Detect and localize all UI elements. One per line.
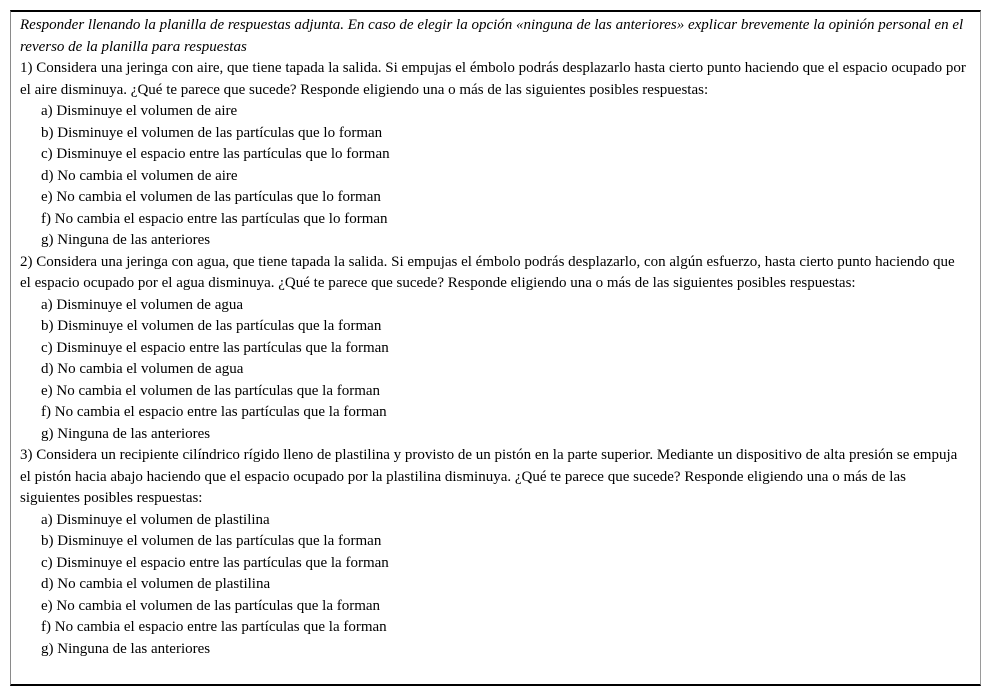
question-3 bbox=[20, 445, 968, 660]
question-1 bbox=[20, 58, 968, 252]
question-2-intro bbox=[20, 252, 968, 295]
question-2-options bbox=[20, 295, 968, 446]
question-2-option-c: c) Disminuye el espacio entre las partículas que la forman bbox=[41, 339, 389, 356]
question-2-option-e: e) No cambia el volumen de las partículas que la forman bbox=[41, 382, 381, 399]
question-1-text: Considera una jeringa con aire, que tiene tapada la salida. Si empujas el émbolo podrás desplazarlo hasta cierto punto haciendo que el espacio ocupado por el aire disminuya. ¿Qué te parece que sucede? Responde eligiendo una o más de las siguientes posibles respuestas: bbox=[20, 60, 966, 98]
question-1-option-d: d) No cambia el volumen de aire bbox=[41, 167, 238, 184]
question-1-option-e: e) No cambia el volumen de las partículas que lo forman bbox=[41, 189, 381, 205]
question-2-text: Considera una jeringa con agua, que tiene tapada la salida. Si empujas el émbolo podrás desplazarlo, con algún esfuerzo, hasta cierto punto haciendo que el espacio ocupado por el agua disminuya. ¿Qué te parece que sucede? Responde eligiendo una o más de las siguientes posibles respuestas: bbox=[20, 253, 955, 291]
question-1-option-a: a) Disminuye el volumen de aire bbox=[41, 103, 238, 119]
question-2-option-b: b) Disminuye el volumen de las partículas que la forman bbox=[41, 318, 382, 334]
question-3-text: Considera un recipiente cilíndrico rígido lleno de plastilina y provisto de un pistón en la parte superior. Mediante un dispositivo de alta presión se empuja el pistón hacia abajo haciendo que el espacio ocupado por la plastilina disminuya. ¿Qué te parece que sucede? Responde eligiendo una o más de las siguientes posibles respuestas: bbox=[20, 447, 958, 506]
question-3-option-b: b) Disminuye el volumen de las partículas que la forman bbox=[41, 533, 382, 549]
question-2-option-g: g) Ninguna de las anteriores bbox=[41, 425, 211, 442]
question-1-option-g: g) Ninguna de las anteriores bbox=[41, 232, 211, 248]
question-3-option-a: a) Disminuye el volumen de plastilina bbox=[41, 511, 270, 528]
question-1-number: 1) bbox=[20, 60, 33, 76]
question-3-option-c: c) Disminuye el espacio entre las partículas que la forman bbox=[41, 554, 389, 571]
question-3-option-g: g) Ninguna de las anteriores bbox=[41, 640, 211, 657]
question-1-intro bbox=[20, 58, 968, 101]
question-2-number: 2) bbox=[20, 253, 33, 270]
question-3-options bbox=[20, 510, 968, 661]
question-1-option-f: f) No cambia el espacio entre las partículas que lo forman bbox=[41, 210, 388, 227]
question-2-option-d: d) No cambia el volumen de agua bbox=[41, 361, 244, 377]
question-2-option-a: a) Disminuye el volumen de agua bbox=[41, 296, 244, 313]
question-3-number: 3) bbox=[20, 447, 33, 463]
document-border-frame bbox=[10, 10, 981, 686]
question-3-option-d: d) No cambia el volumen de plastilina bbox=[41, 576, 271, 592]
instructions-text: Responder llenando la planilla de respuestas adjunta. En caso de elegir la opción «ninguna de las anteriores» explicar brevemente la opinión personal en el reverso de la planilla para respuestas bbox=[20, 17, 964, 55]
question-3-option-e: e) No cambia el volumen de las partículas que la forman bbox=[41, 597, 381, 614]
question-3-option-f: f) No cambia el espacio entre las partículas que la forman bbox=[41, 619, 387, 635]
question-1-option-b: b) Disminuye el volumen de las partículas que lo forman bbox=[41, 124, 383, 141]
question-1-options bbox=[20, 101, 968, 252]
question-1-option-c: c) Disminuye el espacio entre las partículas que lo forman bbox=[41, 146, 390, 162]
question-2-option-f: f) No cambia el espacio entre las partículas que la forman bbox=[41, 404, 387, 420]
question-3-intro bbox=[20, 445, 968, 510]
question-2 bbox=[20, 252, 968, 446]
